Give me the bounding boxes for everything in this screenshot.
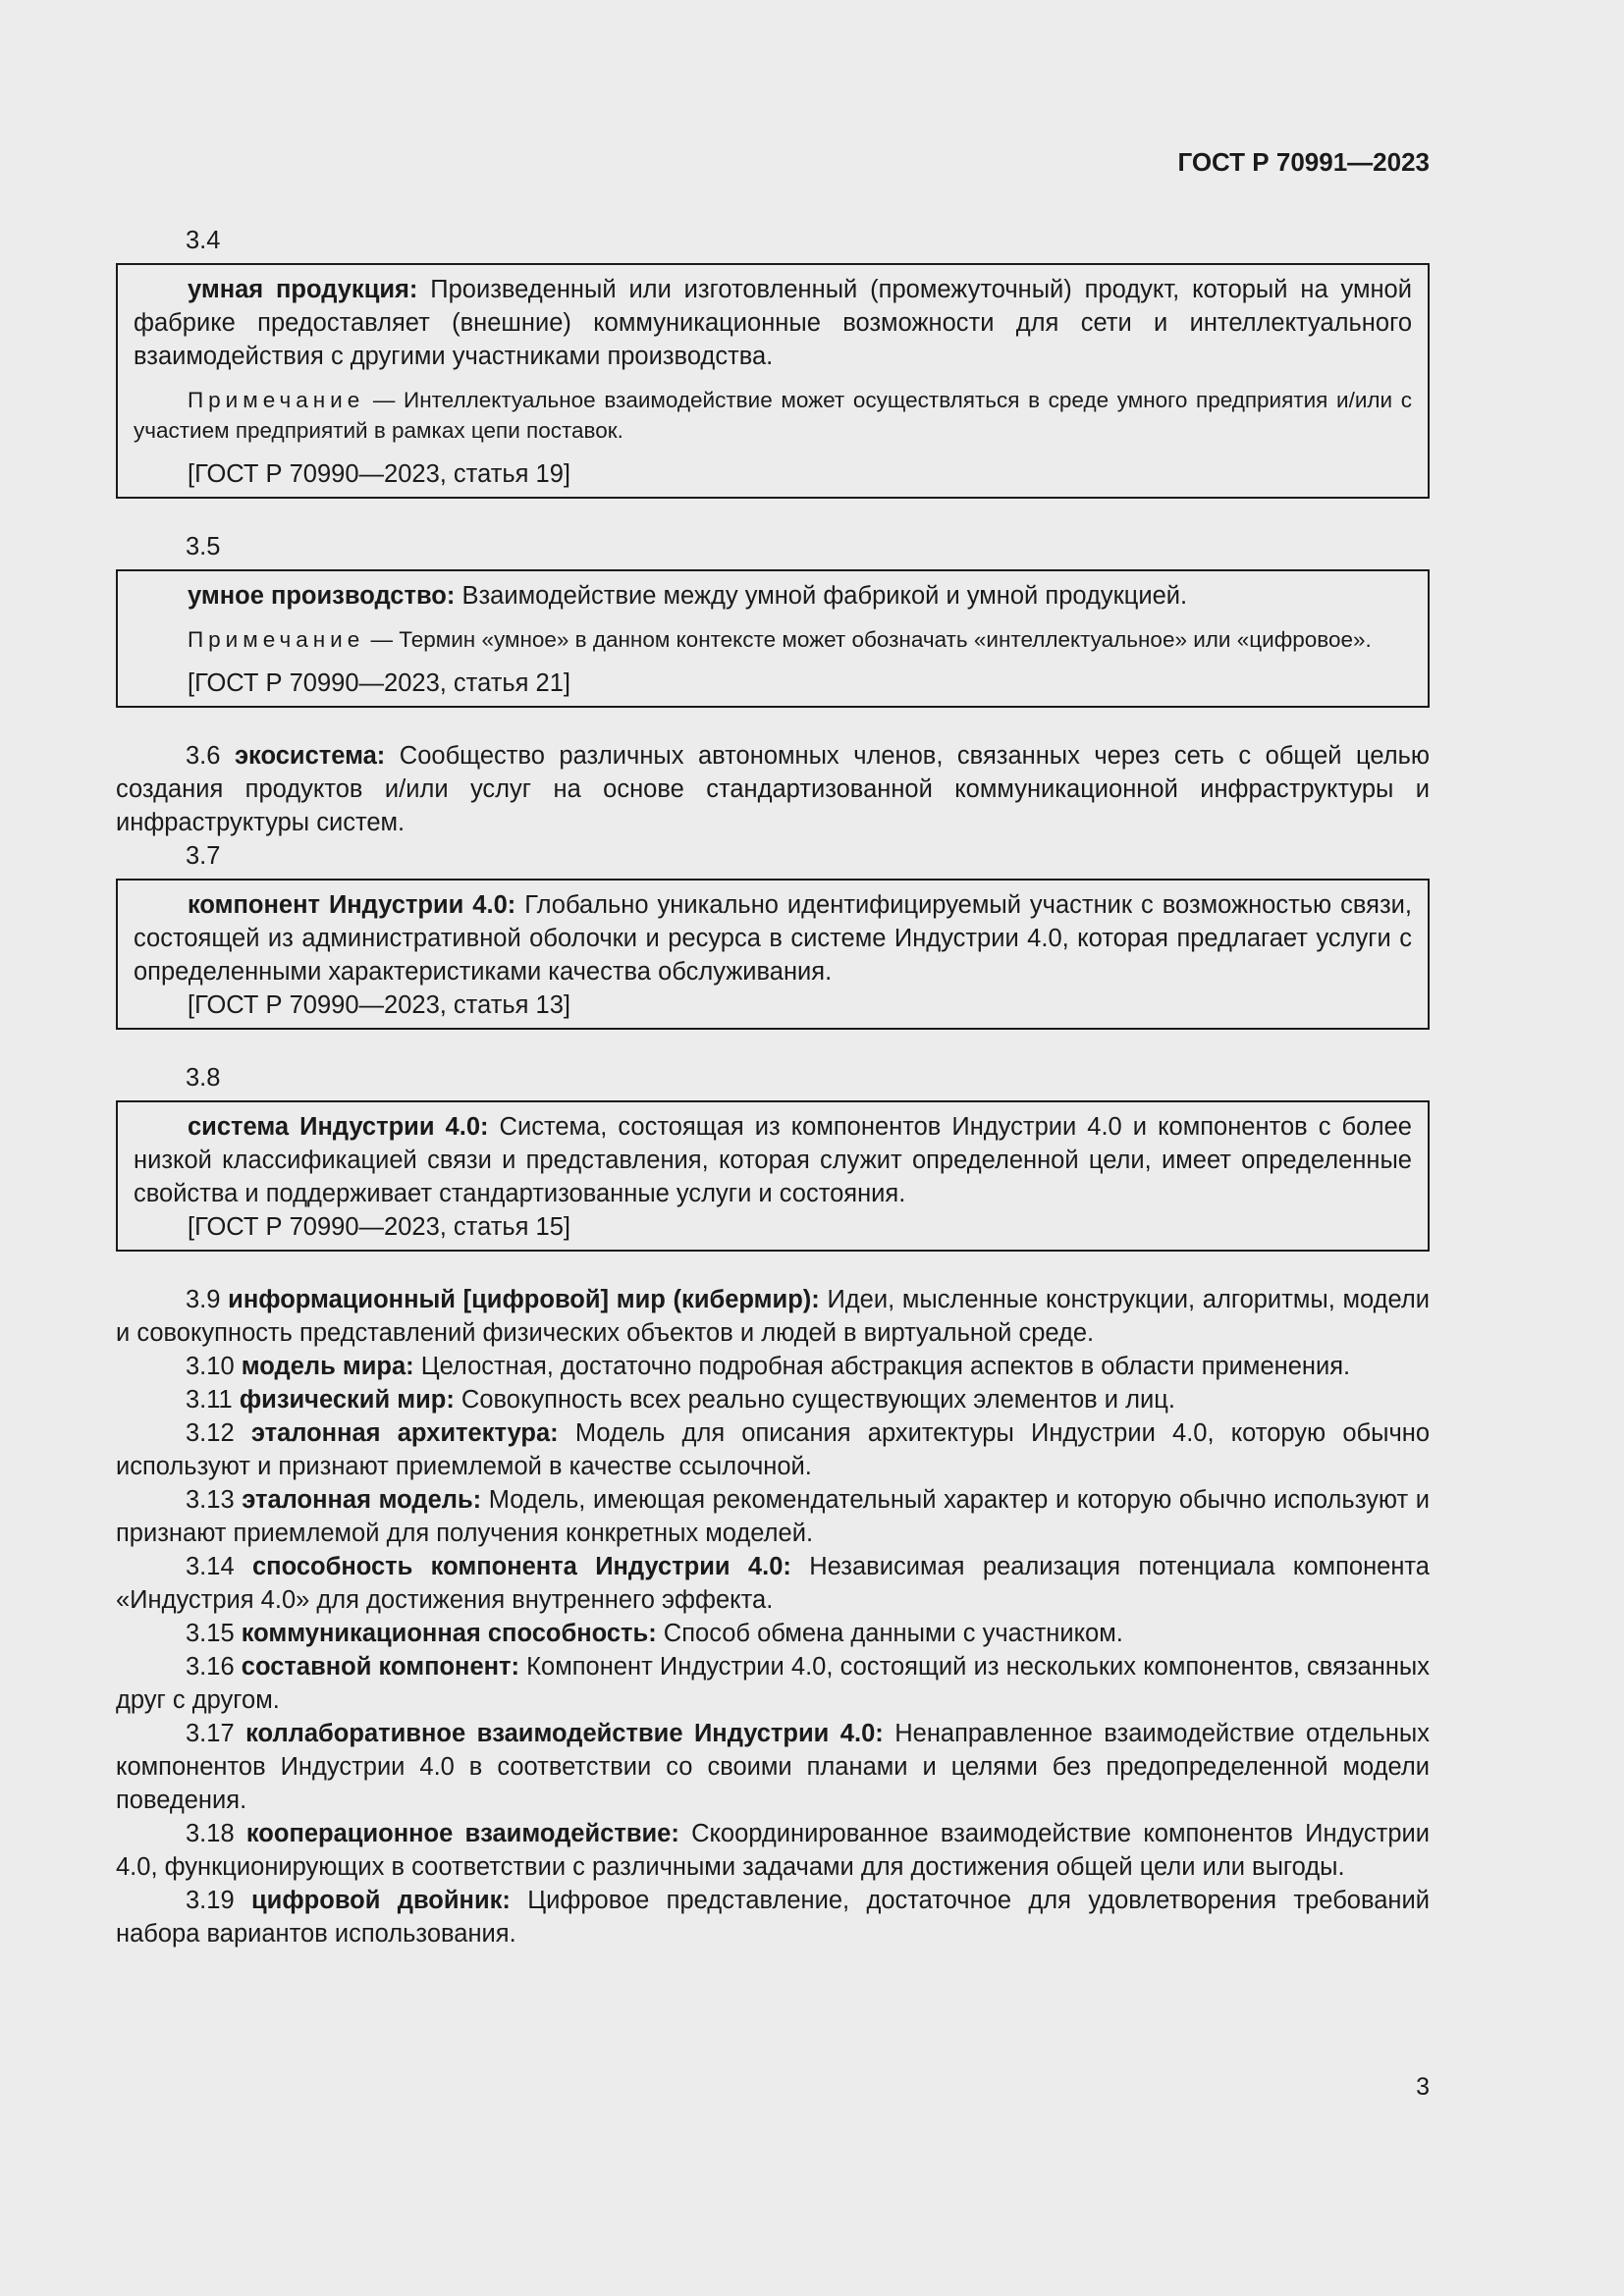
term-title: способность компонента Индустрии 4.0: — [252, 1553, 791, 1580]
term-box — [116, 1100, 1430, 1252]
term-paragraph — [116, 1884, 1430, 1950]
term-paragraph — [116, 1650, 1430, 1717]
term-text: Целостная, достаточно подробная абстракция аспектов в области применения. — [413, 1353, 1351, 1380]
term-title: система Индустрии 4.0: — [188, 1113, 489, 1141]
term-block-3-8 — [116, 1061, 1430, 1252]
term-number: 3.13 — [186, 1486, 235, 1514]
term-text: Компонент Индустрии 4.0, состоящий из нескольких компонентов, связанных друг с другом. — [116, 1653, 1430, 1714]
term-number: 3.19 — [186, 1887, 235, 1914]
term-title: компонент Индустрии 4.0: — [188, 891, 516, 919]
term-box — [116, 879, 1430, 1030]
term-block-3-7 — [116, 839, 1430, 1030]
term-text: Модель для описания архитектуры Индустрии 4.0, которую обычно используют и признают приемлемой в качестве ссылочной. — [116, 1419, 1430, 1480]
term-paragraph — [116, 1416, 1430, 1483]
term-text: Сообщество различных автономных членов, связанных через сеть с общей целью создания продуктов и/или услуг на основе стандартизованной коммуникационной инфраструктуры и инфраструктуры систем. — [116, 742, 1430, 836]
term-paragraph — [116, 1483, 1430, 1550]
term-text: Идеи, мысленные конструкции, алгоритмы, модели и совокупность представлений физических объектов и людей в виртуальной среде. — [116, 1286, 1430, 1347]
term-number: 3.15 — [186, 1620, 235, 1647]
term-title: коллаборативное взаимодействие Индустрии 4.0: — [245, 1720, 884, 1747]
term-block-3-5 — [116, 530, 1430, 708]
term-text: Система, состоящая из компонентов Индустрии 4.0 и компонентов с более низкой классификацией связи и представления, которая служит определенной цели, имеет определенные свойства и поддерживает стандартизованные услуги и состояния. — [134, 1113, 1412, 1207]
term-title: кооперационное взаимодействие: — [245, 1820, 679, 1847]
term-title: модель мира: — [241, 1353, 414, 1380]
term-paragraph — [116, 1283, 1430, 1350]
term-definition — [134, 273, 1412, 373]
document-body — [116, 224, 1430, 1950]
term-text: Цифровое представление, достаточное для удовлетворения требований набора вариантов использования. — [116, 1887, 1430, 1948]
term-block-3-4 — [116, 224, 1430, 499]
term-text: Взаимодействие между умной фабрикой и умной продукцией. — [455, 582, 1188, 610]
note-label: Примечание — [188, 627, 365, 652]
term-number: 3.17 — [186, 1720, 235, 1747]
term-title: эталонная архитектура: — [250, 1419, 559, 1447]
term-text: Независимая реализация потенциала компонента «Индустрия 4.0» для достижения внутреннего эффекта. — [116, 1553, 1430, 1614]
term-definition — [134, 1110, 1412, 1210]
term-title: коммуникационная способность: — [241, 1620, 657, 1647]
term-note — [134, 385, 1412, 446]
term-text: Совокупность всех реально существующих элементов и лиц. — [454, 1386, 1175, 1414]
term-number: 3.16 — [186, 1653, 235, 1681]
document-id-header: ГОСТ Р 70991—2023 — [1177, 147, 1430, 177]
term-paragraph — [116, 1617, 1430, 1650]
term-title: информационный [цифровой] мир (кибермир): — [228, 1286, 820, 1313]
term-title: умное производство: — [188, 582, 456, 610]
term-note — [134, 624, 1412, 655]
term-source: [ГОСТ Р 70990—2023, статья 19] — [188, 460, 570, 488]
term-number: 3.14 — [186, 1553, 235, 1580]
term-title: экосистема: — [234, 742, 386, 770]
term-number: 3.18 — [186, 1820, 235, 1847]
term-number: 3.9 — [186, 1286, 221, 1313]
term-paragraph — [116, 1817, 1430, 1884]
term-number: 3.5 — [186, 533, 221, 561]
term-source: [ГОСТ Р 70990—2023, статья 13] — [188, 991, 570, 1019]
term-text: Способ обмена данными с участником. — [656, 1620, 1123, 1647]
term-paragraph-3-6 — [116, 739, 1430, 839]
term-source: [ГОСТ Р 70990—2023, статья 15] — [188, 1213, 570, 1241]
term-text: Скоординированное взаимодействие компонентов Индустрии 4.0, функционирующих в соответствии с различными задачами для достижения общей цели или выгоды. — [116, 1820, 1430, 1881]
term-source: [ГОСТ Р 70990—2023, статья 21] — [188, 669, 570, 697]
note-label: Примечание — [188, 388, 365, 412]
term-number: 3.8 — [186, 1064, 221, 1092]
term-text: Произведенный или изготовленный (промежуточный) продукт, который на умной фабрике предоставляет (внешние) коммуникационные возможности для сети и интеллектуального взаимодействия с другими участниками производства. — [134, 276, 1412, 370]
term-paragraph — [116, 1350, 1430, 1383]
term-title: составной компонент: — [241, 1653, 520, 1681]
term-number: 3.4 — [186, 227, 221, 254]
term-box — [116, 263, 1430, 499]
term-number: 3.11 — [186, 1386, 233, 1414]
term-definition — [134, 579, 1412, 613]
term-paragraph — [116, 1717, 1430, 1817]
term-number: 3.12 — [186, 1419, 235, 1447]
term-title: физический мир: — [239, 1386, 455, 1414]
page-number: 3 — [1416, 2073, 1430, 2101]
term-number: 3.10 — [186, 1353, 235, 1380]
term-text: Глобально уникально идентифицируемый участник с возможностью связи, состоящей из административной оболочки и ресурса в системе Индустрии 4.0, которая предлагает услуги с определенными характеристиками качества обслуживания. — [134, 891, 1412, 986]
note-text: — Интеллектуальное взаимодействие может осуществляться в среде умного предприятия и/или с участием предприятий в рамках цепи поставок. — [134, 388, 1412, 443]
term-paragraph — [116, 1550, 1430, 1617]
term-number: 3.6 — [186, 742, 221, 770]
term-title: умная продукция: — [188, 276, 418, 303]
term-definition — [134, 888, 1412, 988]
term-title: цифровой двойник: — [251, 1887, 511, 1914]
term-number: 3.7 — [186, 842, 221, 870]
term-title: эталонная модель: — [242, 1486, 482, 1514]
note-text: — Термин «умное» в данном контексте может обозначать «интеллектуальное» или «цифровое». — [364, 627, 1372, 652]
term-text: Ненаправленное взаимодействие отдельных компонентов Индустрии 4.0 в соответствии со своими планами и целями без предопределенной модели поведения. — [116, 1720, 1430, 1814]
term-text: Модель, имеющая рекомендательный характер и которую обычно используют и признают приемлемой для получения конкретных моделей. — [116, 1486, 1430, 1547]
term-box — [116, 569, 1430, 708]
term-paragraph — [116, 1383, 1430, 1416]
